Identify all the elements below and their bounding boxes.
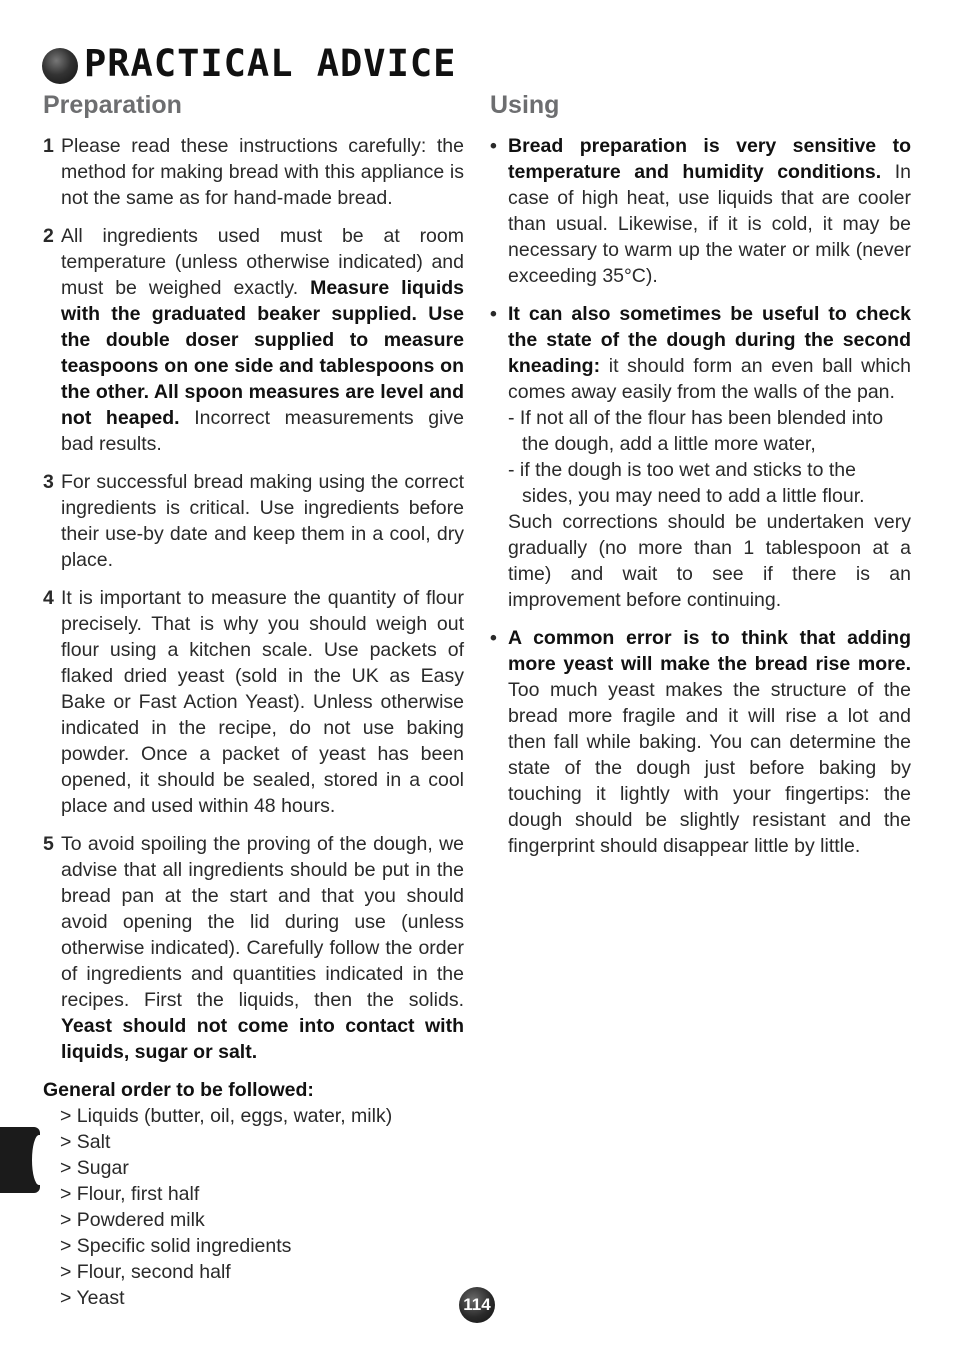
bullet-icon: • xyxy=(490,303,497,325)
order-item: > Salt xyxy=(60,1131,111,1153)
order-item: > Liquids (butter, oil, eggs, water, milk) xyxy=(60,1105,393,1127)
title-bullet-icon xyxy=(42,48,78,84)
item-text-part: Incorrect measurements give bad results. xyxy=(61,407,464,455)
item-number: 5 xyxy=(43,833,54,855)
item-number: 3 xyxy=(43,471,54,493)
order-item: > Yeast xyxy=(60,1287,125,1309)
preparation-column xyxy=(43,133,464,1311)
preparation-item-2 xyxy=(43,223,464,457)
order-title: General order to be followed: xyxy=(43,1079,314,1101)
sub-point: - if the dough is too wet and sticks to the sides, you may need to add a little flour. xyxy=(508,459,865,507)
using-item-3 xyxy=(490,625,911,859)
order-item: > Flour, second half xyxy=(60,1261,231,1283)
item-text-part: Too much yeast makes the structure of the bread more fragile and it will rise a lot and then fall while baking. You can determine the state of the dough just before baking by touching it lightly with your fingertips: the dough should be slightly resistant and the fingerprint should disappear little by little. xyxy=(508,679,911,857)
item-text-bold: It can also sometimes be useful to check the state of the dough during the second kneading: xyxy=(508,303,911,377)
order-item: > Powdered milk xyxy=(60,1209,205,1231)
preparation-item-5 xyxy=(43,831,464,1065)
bullet-icon: • xyxy=(490,627,497,649)
section-tab-marker xyxy=(0,1127,40,1193)
item-text xyxy=(508,133,911,289)
item-text-bold: Yeast should not come into contact with liquids, sugar or salt. xyxy=(61,1015,464,1063)
item-text-part: Such corrections should be undertaken very gradually (no more than 1 tablespoon at a time) and wait to see if there is an improvement before continuing. xyxy=(508,511,911,611)
order-item: > Flour, first half xyxy=(60,1183,200,1205)
item-text: Please read these instructions carefully: the method for making bread with this appliance is not the same as for hand-made bread. xyxy=(61,135,464,209)
using-heading: Using xyxy=(490,91,560,119)
item-text: It is important to measure the quantity of flour precisely. That is why you should weigh out flour using a kitchen scale. Use packets of flaked dried yeast (sold in the UK as Easy Bake or Fast Action Yeast). Unless otherwise indicated in the recipe, do not use baking powder. Once a packet of yeast has been opened, it should be sealed, stored in a cool place and used within 48 hours. xyxy=(61,587,464,817)
item-text-bold: Measure liquids with the graduated beaker supplied. Use the double doser supplied to measure teaspoons on one side and tablespoons on the other. All spoon measures are level and not heaped. xyxy=(61,277,465,429)
bullet-icon: • xyxy=(490,135,497,157)
item-number: 4 xyxy=(43,587,54,609)
item-text-bold: Bread preparation is very sensitive to temperature and humidity conditions. xyxy=(508,135,911,183)
order-item: > Sugar xyxy=(60,1157,129,1179)
page-number-badge: 114 xyxy=(459,1287,495,1323)
item-text: For successful bread making using the correct ingredients is critical. Use ingredients before their use-by date and keep them in a cool, dry place. xyxy=(61,471,464,571)
item-text-part: In case of high heat, use liquids that are cooler than usual. Likewise, if it is cold, it may be necessary to warm up the water or milk (never exceeding 35°C). xyxy=(508,161,911,287)
item-text xyxy=(508,301,911,613)
preparation-item-3 xyxy=(43,469,464,573)
item-text xyxy=(508,625,911,859)
preparation-heading: Preparation xyxy=(43,91,182,119)
item-text xyxy=(61,223,464,457)
sub-point: - If not all of the flour has been blended into the dough, add a little more water, xyxy=(508,407,884,455)
item-text-part: To avoid spoiling the proving of the dough, we advise that all ingredients should be put in the bread pan at the start and that you should avoid opening the lid during use (unless otherwise indicated). Carefully follow the order of ingredients and quantities indicated in the recipes. First the liquids, then the solids. xyxy=(61,833,464,1011)
item-number: 2 xyxy=(43,225,54,247)
using-item-2 xyxy=(490,301,911,613)
using-item-1 xyxy=(490,133,911,289)
page-title: PRACTICAL ADVICE xyxy=(84,41,457,85)
page-header xyxy=(42,40,456,86)
preparation-item-1 xyxy=(43,133,464,211)
item-text-part: All ingredients used must be at room temperature (unless otherwise indicated) and must be weighed exactly. xyxy=(61,225,464,299)
using-column xyxy=(490,133,911,871)
item-number: 1 xyxy=(43,135,54,157)
item-text xyxy=(61,831,464,1065)
item-text-main xyxy=(508,301,911,405)
preparation-item-4 xyxy=(43,585,464,819)
order-list xyxy=(43,1103,464,1311)
item-text-part: it should form an even ball which comes away easily from the walls of the pan. xyxy=(508,355,911,403)
item-text-bold: A common error is to think that adding more yeast will make the bread rise more. xyxy=(508,627,911,675)
order-item: > Specific solid ingredients xyxy=(60,1235,292,1257)
